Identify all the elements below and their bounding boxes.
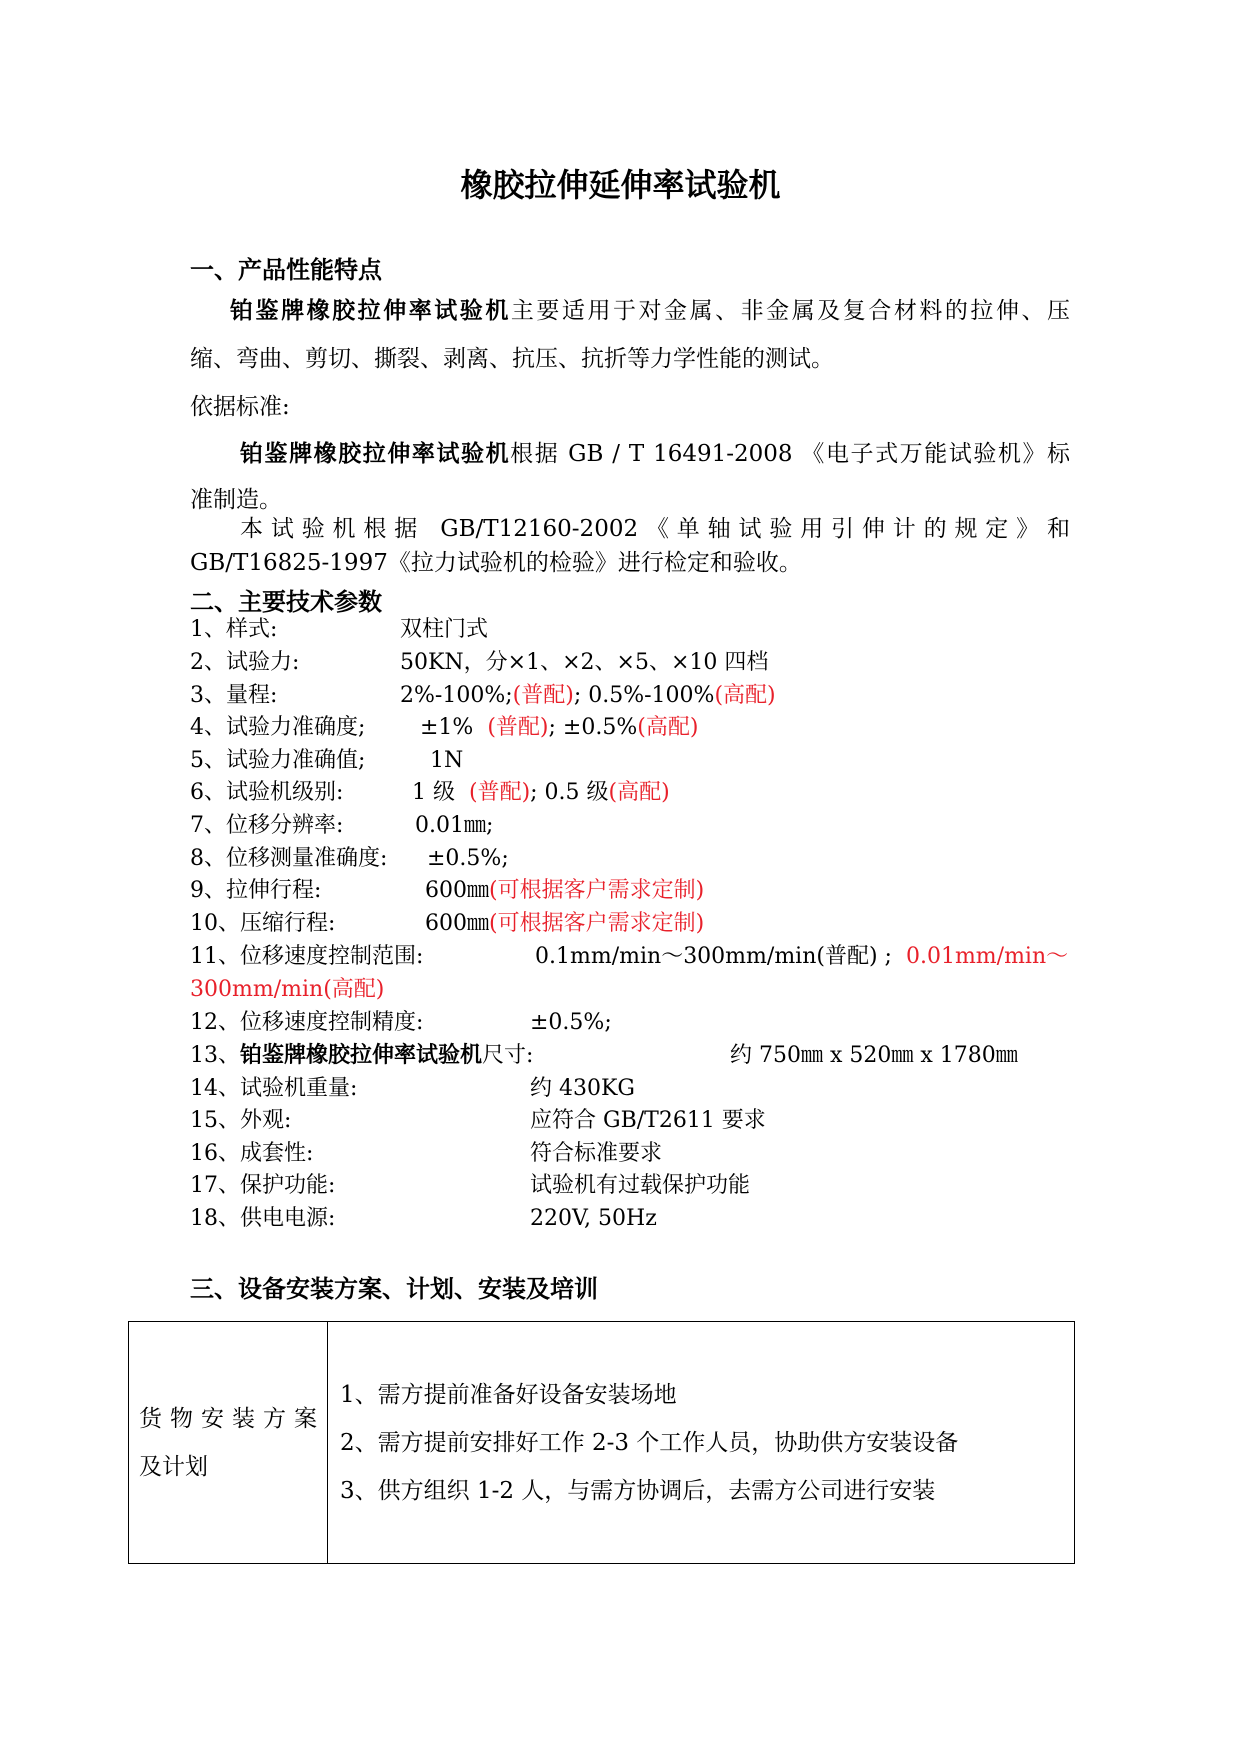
spec-row: 15、外观: 应符合 GB/T2611 要求 bbox=[190, 1108, 766, 1133]
table-row bbox=[129, 1322, 1075, 1564]
spec-row: 10、压缩行程: 600㎜(可根据客户需求定制) bbox=[190, 911, 705, 936]
list-item: 3、供方组织 1-2 人，与需方协调后，去需方公司进行安装 bbox=[340, 1477, 936, 1504]
brand-name: 铂鉴牌橡胶拉伸率试验机 bbox=[230, 298, 511, 324]
section-1-heading: 一、产品性能特点 bbox=[190, 256, 382, 284]
spec-row: 9、拉伸行程: 600㎜(可根据客户需求定制) bbox=[190, 878, 705, 903]
spec-row: 11、位移速度控制范围: 0.1mm/min～300mm/min(普配) ; 0.01mm/min～ bbox=[190, 944, 1069, 969]
spec-row: 1、样式: 双柱门式 bbox=[190, 617, 489, 642]
spec-row: 8、位移测量准确度: ±0.5%; bbox=[190, 846, 509, 871]
spec-row: 14、试验机重量: 约 430KG bbox=[190, 1076, 635, 1101]
spec-row: 16、成套性: 符合标准要求 bbox=[190, 1141, 663, 1166]
table-right-cell bbox=[328, 1322, 1075, 1564]
spec-row: 2、试验力: 50KN，分×1、×2、×5、×10 四档 bbox=[190, 650, 769, 675]
section-2-heading: 二、主要技术参数 bbox=[190, 588, 382, 616]
spec-row: 17、保护功能: 试验机有过载保护功能 bbox=[190, 1173, 751, 1198]
spec-row: 300mm/min(高配) bbox=[190, 977, 385, 1002]
spec-row: 4、试验力准确度; ±1% (普配); ±0.5%(高配) bbox=[190, 715, 699, 740]
spec-row: 7、位移分辨率: 0.01㎜; bbox=[190, 813, 494, 838]
installation-plan-table bbox=[128, 1321, 1075, 1564]
section-1-paragraph-2-line-1: 铂鉴牌橡胶拉伸率试验机根据 GB / T 16491-2008 《电子式万能试验机》标 bbox=[240, 441, 1070, 467]
section-1-paragraph-1-line-2: 缩、弯曲、剪切、撕裂、剥离、抗压、抗折等力学性能的测试。 bbox=[190, 346, 834, 372]
brand-name: 铂鉴牌橡胶拉伸率试验机 bbox=[240, 441, 511, 467]
section-1-paragraph-3-line-2: GB/T16825-1997《拉力试验机的检验》进行检定和验收。 bbox=[190, 550, 802, 576]
spec-row: 13、铂鉴牌橡胶拉伸率试验机尺寸: 约 750㎜ x 520㎜ x 1780㎜ bbox=[190, 1043, 1018, 1068]
section-1-paragraph-2-line-2: 准制造。 bbox=[190, 487, 282, 513]
list-item: 1、需方提前准备好设备安装场地 bbox=[340, 1381, 677, 1408]
document-title: 橡胶拉伸延伸率试验机 bbox=[460, 166, 781, 204]
spec-row: 18、供电电源: 220V, 50Hz bbox=[190, 1206, 657, 1231]
spec-row: 12、位移速度控制精度: ±0.5%; bbox=[190, 1010, 612, 1035]
basis-label: 依据标准: bbox=[190, 394, 290, 420]
spec-row: 5、试验力准确值; 1N bbox=[190, 748, 464, 773]
spec-row: 3、量程: 2%-100%;(普配); 0.5%-100%(高配) bbox=[190, 683, 776, 708]
spec-row: 6、试验机级别: 1 级 (普配); 0.5 级(高配) bbox=[190, 780, 670, 805]
table-left-cell: 货物安装方案 及计划 bbox=[129, 1322, 328, 1564]
section-1-paragraph-3-line-1: 本试验机根据 GB/T12160-2002《单轴试验用引伸计的规定》和 bbox=[240, 516, 1070, 542]
list-item: 2、需方提前安排好工作 2-3 个工作人员，协助供方安装设备 bbox=[340, 1429, 959, 1456]
section-1-paragraph-1-line-1: 铂鉴牌橡胶拉伸率试验机主要适用于对金属、非金属及复合材料的拉伸、压 bbox=[230, 298, 1070, 324]
section-3-heading: 三、设备安装方案、计划、安装及培训 bbox=[190, 1275, 598, 1303]
